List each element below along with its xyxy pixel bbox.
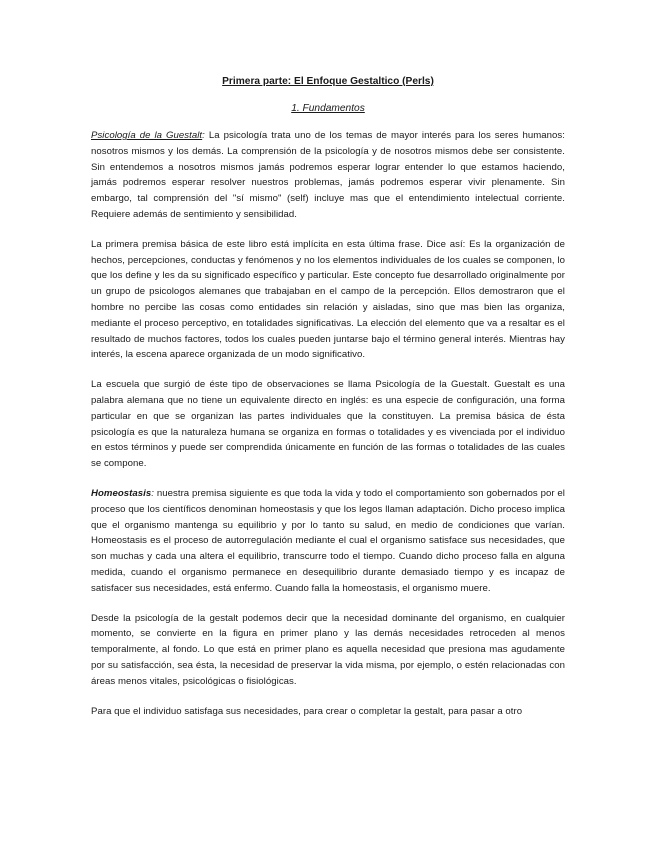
- page-content: [91, 75, 565, 719]
- paragraph-text: nuestra premisa siguiente es que toda la vida y todo el comportamiento son gobernados por el proceso que los científicos denominan homeostasis y que los legos llaman adaptación. Dicho proceso implica que el organismo mantenga su equilibrio y por lo tanto su salud, en medio de condiciones que varían. Homeostasis es el proceso de autorregulación mediante el cual el organismo satisface sus necesidades, que son muchas y cada una altera el equilibrio, transcurre todo el tiempo. Cuando dicho proceso falla en alguna medida, cuando el organismo permanece en desequilibrio durante demasiado tiempo y es incapaz de satisfacer sus necesidades, está enfermo. Cuando falla la homeostasis, el organismo muere.: [91, 487, 565, 594]
- section-heading: 1. Fundamentos: [291, 103, 365, 114]
- paragraph-lead-colon: :: [151, 487, 154, 499]
- paragraph-necesidad-dominante: Desde la psicología de la gestalt podemos decir que la necesidad dominante del organismo, en cualquier momento, se convierte en la figura en primer plano y las demás necesidades retroceden al menos temporalmente, al fondo. Lo que está en primer plano es aquella necesidad que presiona mas agudamente por su satisfacción, sea ésta, la necesidad de preservar la vida misma, por ejemplo, o estén relacionadas con áreas menos vitales, psicológicas o fisiológicas.: [91, 612, 565, 687]
- paragraph-lead-term: Homeostasis: [91, 487, 152, 499]
- paragraph-psicologia: [91, 128, 565, 223]
- paragraph-escuela-guestalt: La escuela que surgió de éste tipo de observaciones se llama Psicología de la Guestalt. Guestalt es una palabra alemana que no tiene un equivalente directo en inglés: es una especie de configuración, una forma particular en que se organizan las partes individuales que la constituyen. La premisa básica de ésta psicología es que la naturaleza humana se organiza en formas o totalidades y es vivenciada por el individuo en estos términos y puede ser comprendida únicamente en función de las formas o totalidades de las cuales se compone.: [91, 379, 565, 470]
- document-title: Primera parte: El Enfoque Gestaltico (Perls): [222, 76, 434, 87]
- paragraph-lead-colon: :: [202, 130, 205, 141]
- paragraph-satisfaccion: Para que el individuo satisfaga sus necesidades, para crear o completar la gestalt, para pasar a otro: [91, 705, 523, 717]
- paragraph-text: La psicología trata uno de los temas de mayor interés para los seres humanos: nosotros mismos y los demás. La comprensión de la psicología y de nosotros mismos debe ser consistente. Sin entendemos a nosotros mismos jamás podremos esperar lograr entender lo que estamos haciendo, jamás podremos esperar resolver nuestros problemas, jamás podremos esperar vivir plenamente. Sin embargo, tal comprensión del "sí mismo" (self) incluye mas que el entendimiento intelectual corriente. Requiere además de sentimiento y sensibilidad.: [91, 130, 565, 220]
- paragraph-lead-term: Psicología de la Guestalt: [91, 130, 203, 141]
- paragraph-homeostasis: [91, 486, 565, 597]
- paragraph-primera-premisa: La primera premisa básica de este libro está implícita en esta última frase. Dice así: Es la organización de hechos, percepciones, conductas y fenómenos y no los elementos individuales de los cuales se componen, lo que los define y les da su significado específico y particular. Este concepto fue desarrollado originalmente por un grupo de psicologos alemanes que trabajaban en el campo de la percepción. Ellos demostraron que el hombre no percibe las cosas como entidades sin relación y aisladas, sino que mas bien las organiza, mediante el proceso perceptivo, en totalidades significativas. La elección del elemento que va a resaltar es el resultado de muchos factores, todos los cuales pueden juntarse bajo el término general interés. Mientras hay interés, la escena aparece organizada de un modo significativo.: [91, 238, 565, 361]
